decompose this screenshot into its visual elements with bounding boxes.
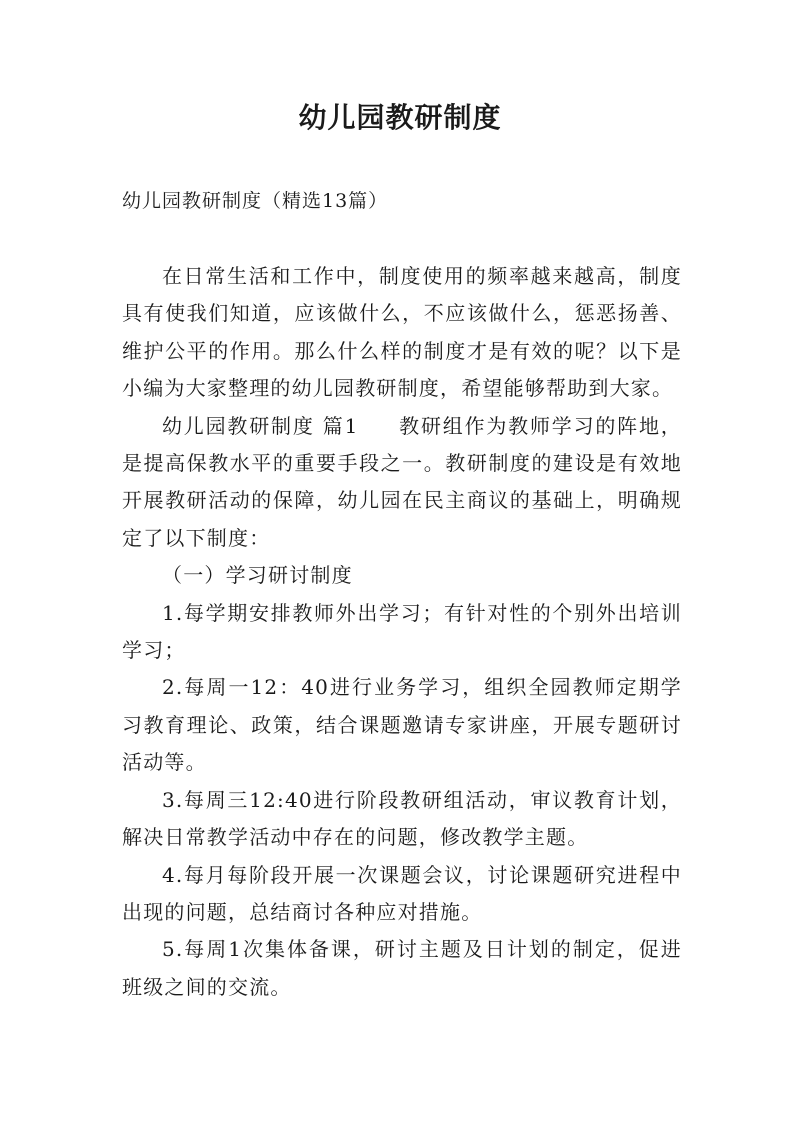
intro-paragraph: 在日常生活和工作中，制度使用的频率越来越高，制度具有使我们知道，应该做什么，不应该做什么，惩恶扬善、维护公平的作用。那么什么样的制度才是有效的呢？以下是小编为大家整理的幼儿园教研制度，希望能够帮助到大家。: [122, 264, 682, 401]
section-heading: （一）学习研讨制度: [162, 563, 353, 588]
list-item: 5.每周1次集体备课，研讨主题及日计划的制定，促进班级之间的交流。: [122, 937, 682, 999]
list-item: 2.每周一12：40进行业务学习，组织全园教师定期学习教育理论、政策，结合课题邀请专家讲座，开展专题研讨活动等。: [122, 675, 682, 775]
article-paragraph: [122, 408, 682, 558]
document-body: [122, 258, 682, 1006]
list-item: 4.每月每阶段开展一次课题会议，讨论课题研究进程中出现的问题，总结商讨各种应对措施。: [122, 862, 682, 924]
article-heading: 幼儿园教研制度 篇1: [162, 413, 359, 438]
article-intro: 教研组作为教师学习的阵地，是提高保教水平的重要手段之一。教研制度的建设是有效地开展教研活动的保障，幼儿园在民主商议的基础上，明确规定了以下制度：: [122, 413, 682, 550]
page-title: 幼儿园教研制度: [298, 101, 502, 134]
document-subtitle: 幼儿园教研制度（精选13篇）: [122, 190, 389, 212]
list-item: 3.每周三12:40进行阶段教研组活动，审议教育计划，解决日常教学活动中存在的问题，修改教学主题。: [122, 787, 682, 850]
list-item: 1.每学期安排教师外出学习；有针对性的个别外出培训学习；: [122, 600, 682, 663]
